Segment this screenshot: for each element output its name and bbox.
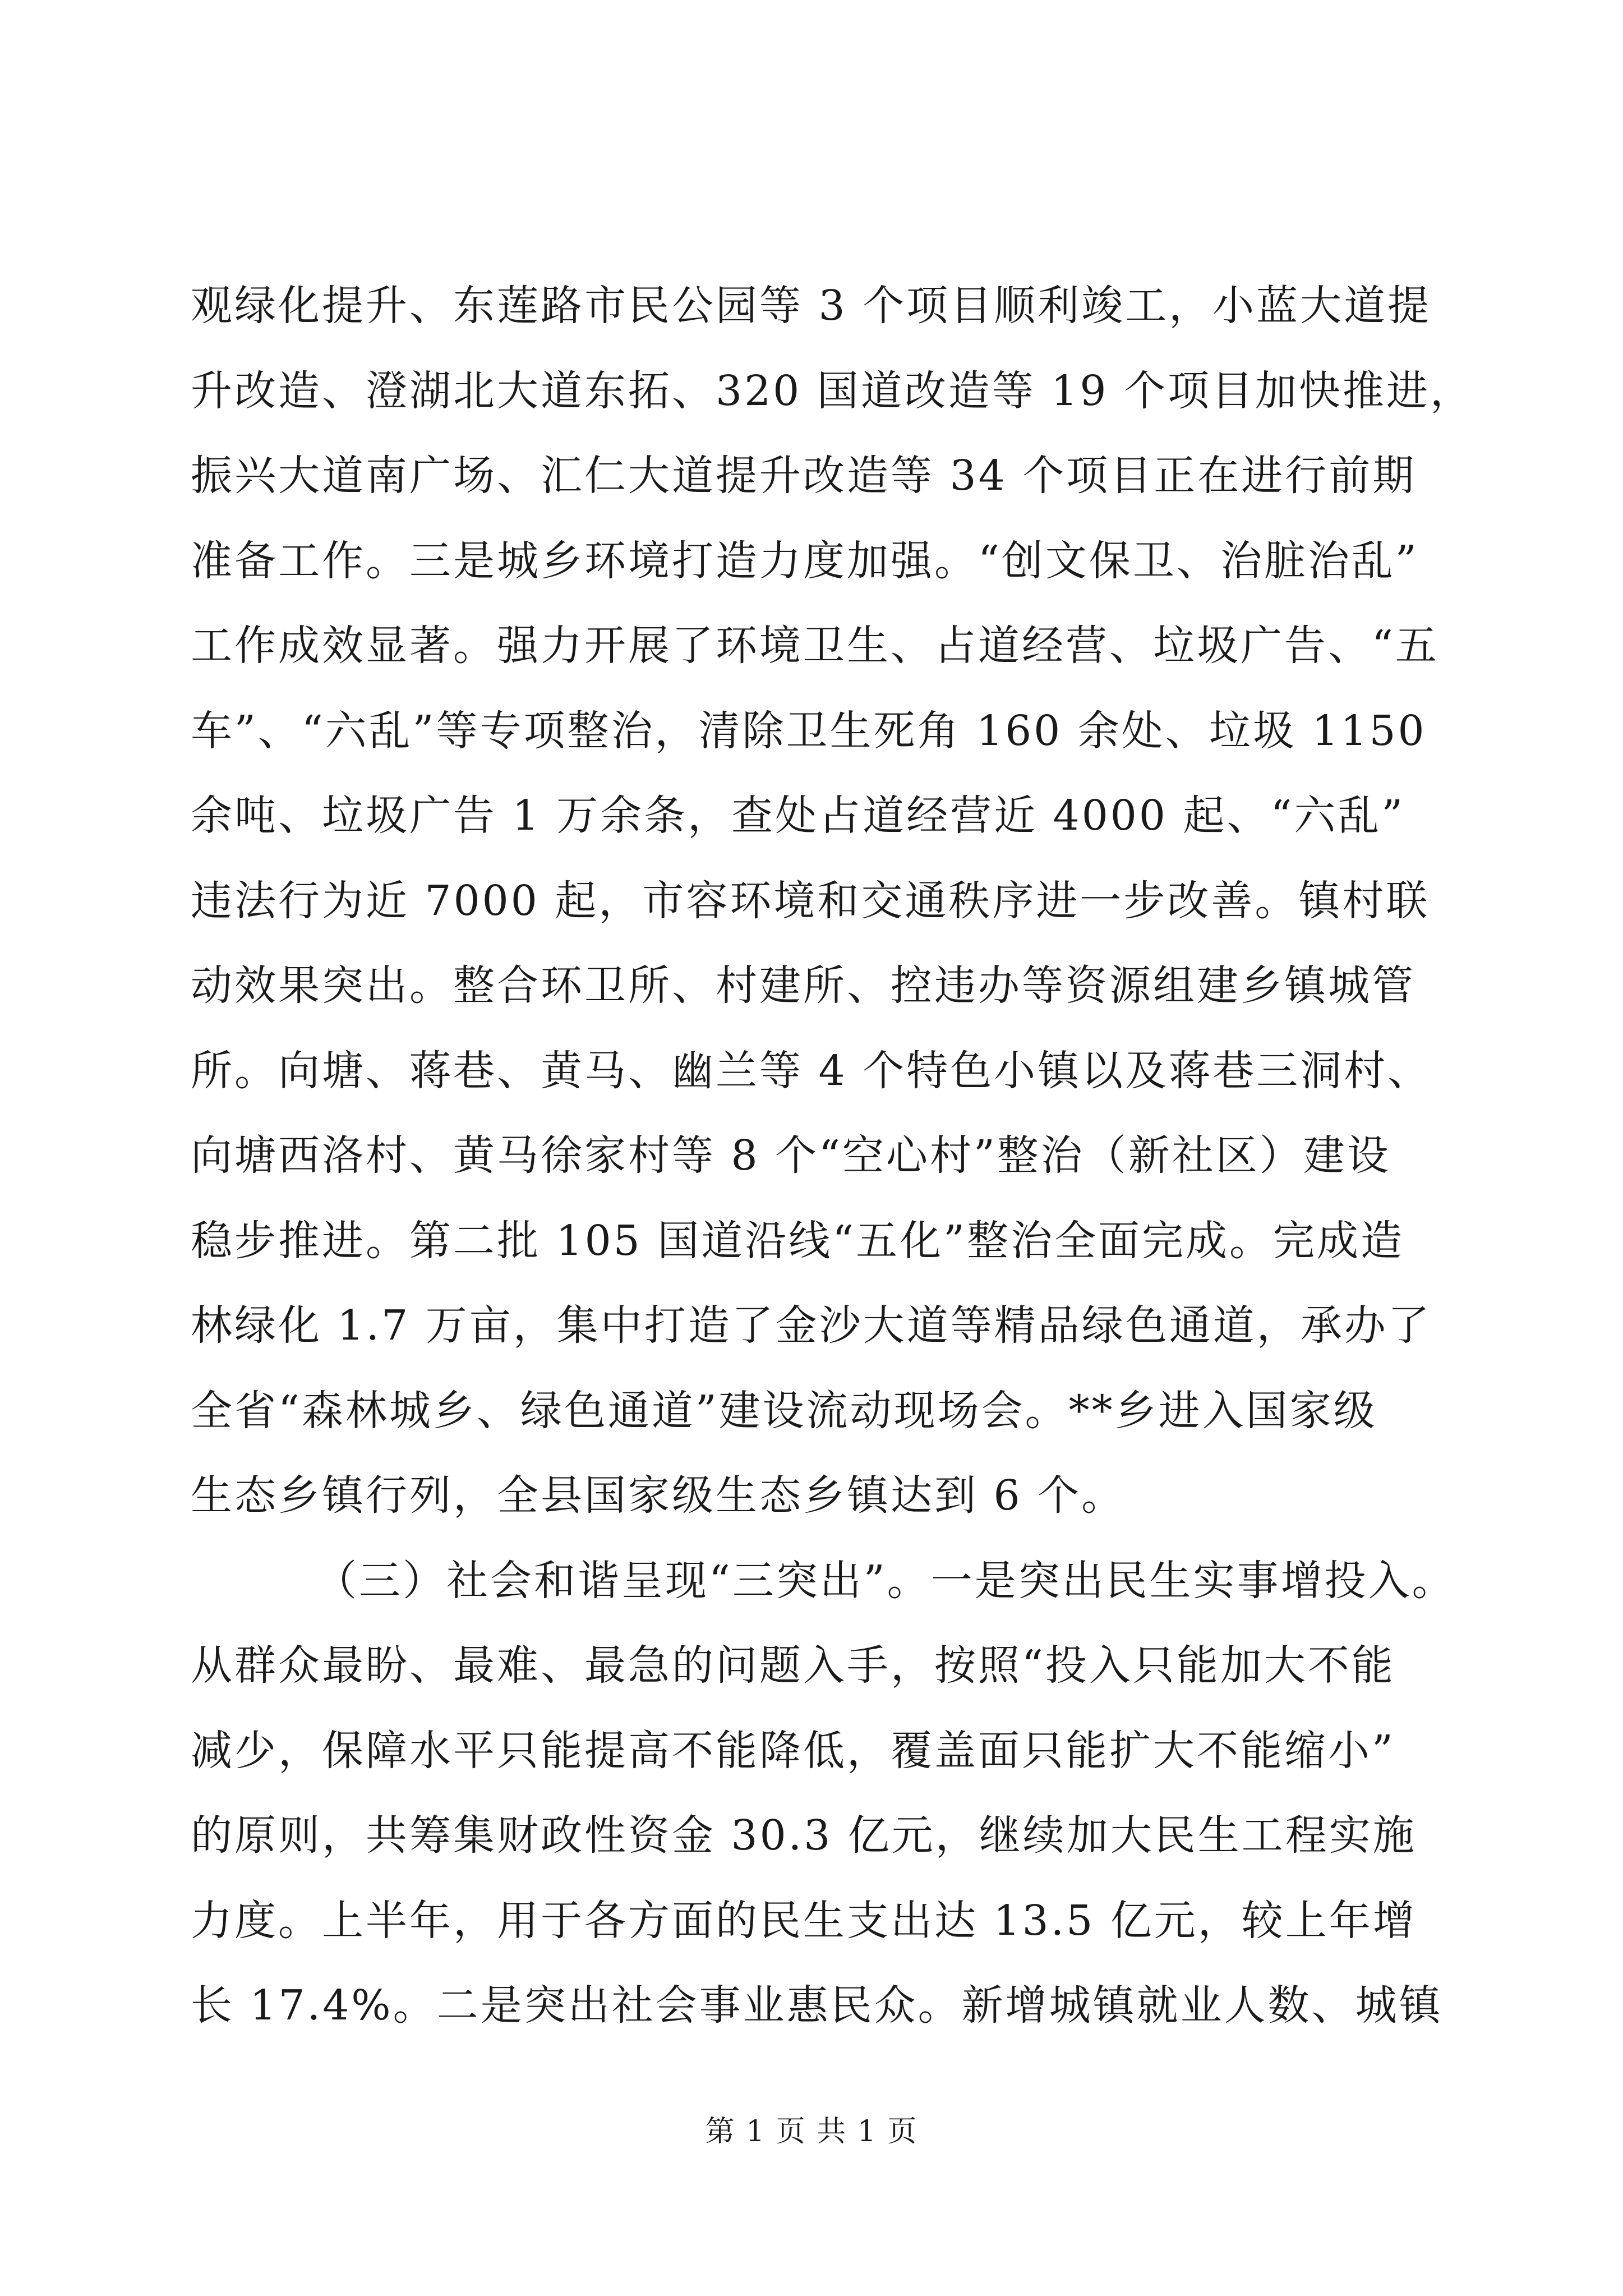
text-line: 稳步推进。第二批 105 国道沿线“五化”整治全面完成。完成造 xyxy=(191,1216,1404,1265)
page-footer: 第 1 页 共 1 页 xyxy=(705,2115,918,2148)
text-line: 林绿化 1.7 万亩，集中打造了金沙大道等精品绿色通道，承办了 xyxy=(191,1301,1432,1350)
text-line: 车”、“六乱”等专项整治，清除卫生死角 160 余处、垃圾 1150 xyxy=(191,706,1427,755)
text-line: 从群众最盼、最难、最急的问题入手，按照“投入只能加大不能 xyxy=(191,1641,1395,1690)
text-line: 生态乡镇行列，全县国家级生态乡镇达到 6 个。 xyxy=(191,1471,1126,1520)
text-line: 力度。上半年，用于各方面的民生支出达 13.5 亿元，较上年增 xyxy=(191,1896,1417,1945)
text-line: 工作成效显著。强力开展了环境卫生、占道经营、垃圾广告、“五 xyxy=(191,622,1439,670)
text-line: 全省“森林城乡、绿色通道”建设流动现场会。**乡进入国家级 xyxy=(191,1386,1377,1435)
text-line: 长 17.4%。二是突出社会事业惠民众。新增城镇就业人数、城镇 xyxy=(191,1981,1443,2030)
text-line: 的原则，共筹集财政性资金 30.3 亿元，继续加大民生工程实施 xyxy=(191,1811,1417,1860)
text-line: 观绿化提升、东莲路市民公园等 3 个项目顺利竣工，小蓝大道提 xyxy=(191,282,1432,330)
text-line: 减少，保障水平只能提高不能降低，覆盖面只能扩大不能缩小” xyxy=(191,1726,1395,1775)
text-line: 余吨、垃圾广告 1 万余条，查处占道经营近 4000 起、“六乱” xyxy=(191,792,1405,840)
section-heading-line: （三）社会和谐呈现“三突出”。一是突出民生实事增投入。 xyxy=(315,1556,1456,1605)
text-line: 向塘西洛村、黄马徐家村等 8 个“空心村”整治（新社区）建设 xyxy=(191,1131,1391,1180)
document-body xyxy=(191,264,1474,2049)
text-line: 升改造、澄湖北大道东拓、320 国道改造等 19 个项目加快推进， xyxy=(191,366,1474,415)
text-line: 振兴大道南广场、汇仁大道提升改造等 34 个项目正在进行前期 xyxy=(191,452,1417,500)
text-line: 所。向塘、蒋巷、黄马、幽兰等 4 个特色小镇以及蒋巷三洞村、 xyxy=(191,1046,1432,1095)
text-line: 准备工作。三是城乡环境打造力度加强。“创文保卫、治脏治乱” xyxy=(191,536,1419,585)
text-line: 违法行为近 7000 起，市容环境和交通秩序进一步改善。镇村联 xyxy=(191,876,1430,925)
text-line: 动效果突出。整合环卫所、村建所、控违办等资源组建乡镇城管 xyxy=(191,961,1415,1010)
